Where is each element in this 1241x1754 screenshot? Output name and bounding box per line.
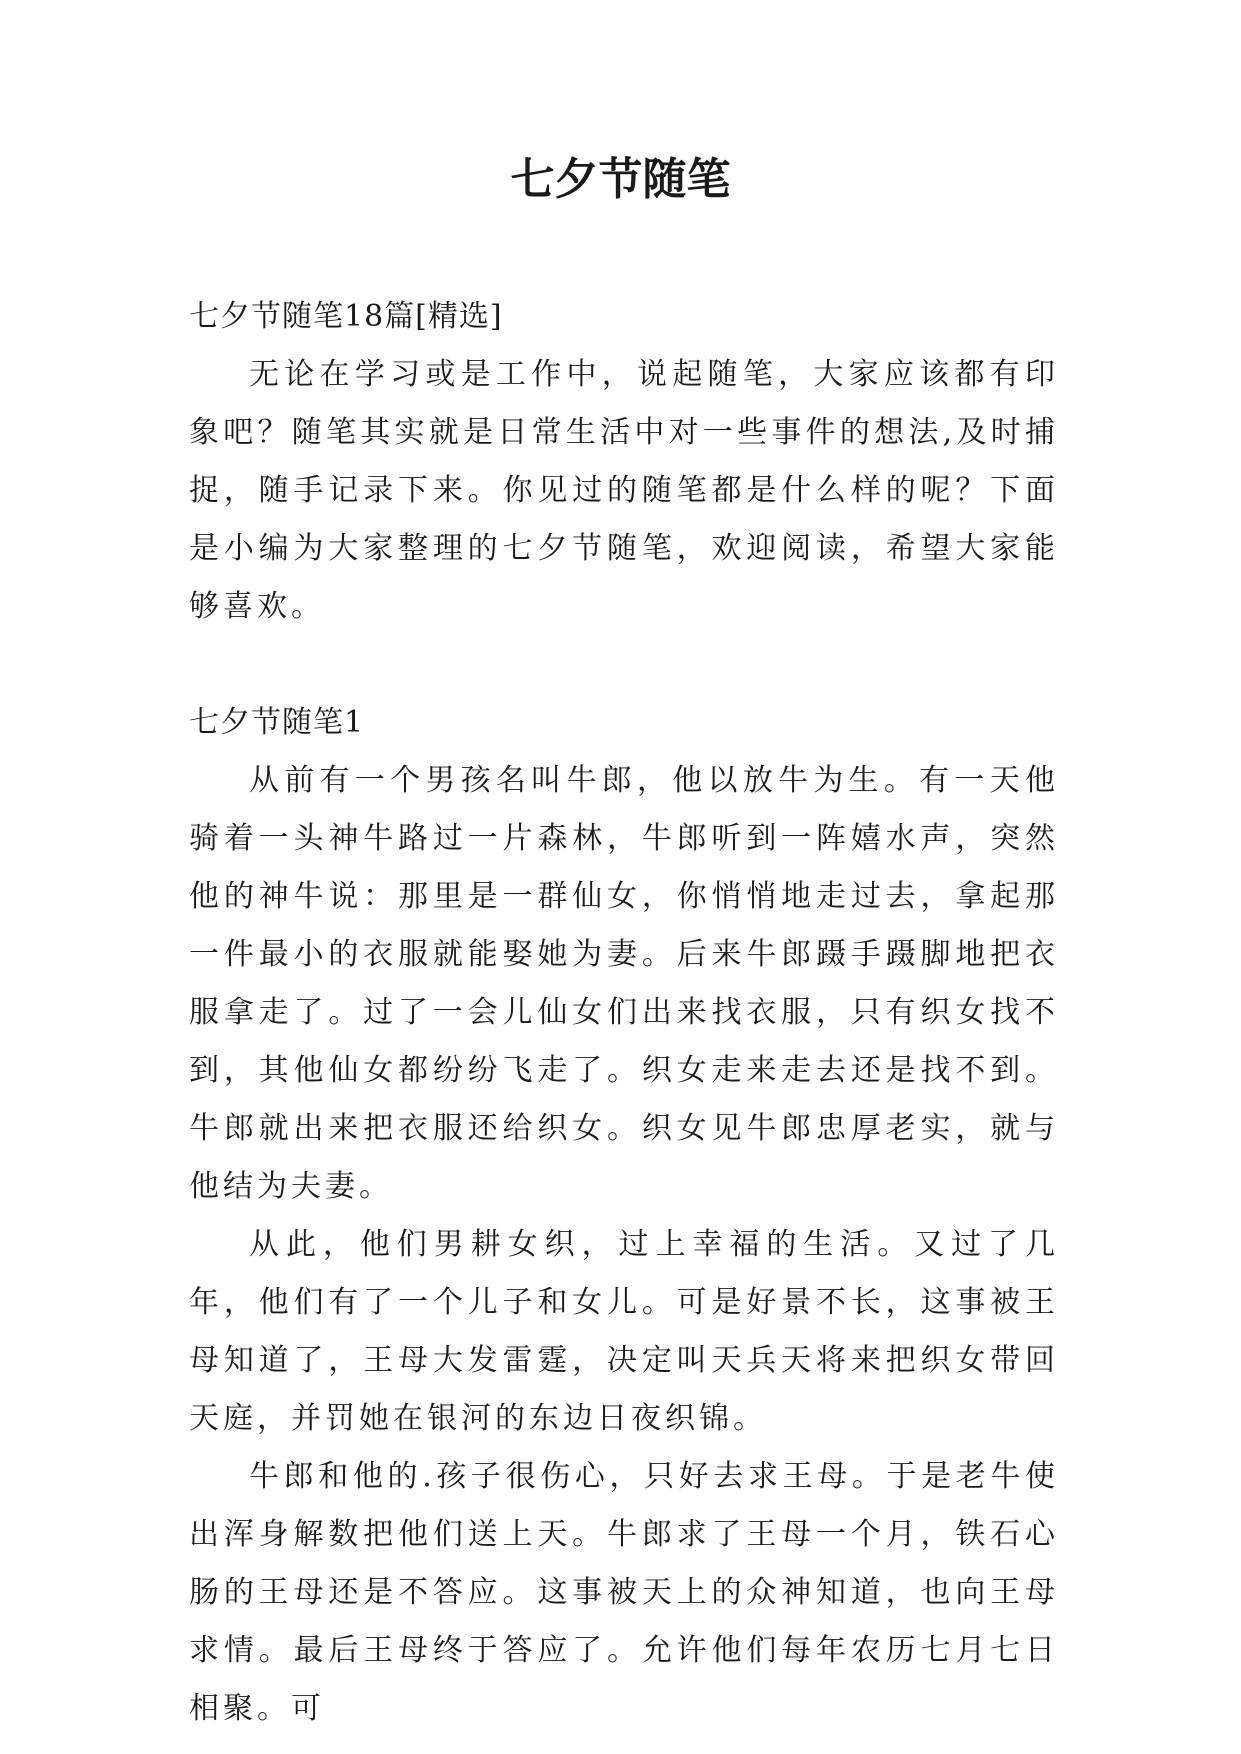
body-paragraph: 从前有一个男孩名叫牛郎，他以放牛为生。有一天他骑着一头神牛路过一片森林，牛郎听到一阵嬉水声，突然他的神牛说：那里是一群仙女，你悄悄地走过去，拿起那一件最小的衣服就能娶她为妻。后来牛郎蹑手蹑脚地把衣服拿走了。过了一会儿仙女们出来找衣服，只有织女找不到，其他仙女都纷纷飞走了。织女走来走去还是找不到。牛郎就出来把衣服还给织女。织女见牛郎忠厚老实，就与他结为夫妻。: [189, 763, 1059, 1204]
section-spacer: [189, 636, 1059, 694]
document-subtitle: 七夕节随笔18篇[精选]: [189, 299, 503, 334]
body-paragraph: 从此，他们男耕女织，过上幸福的生活。又过了几年，他们有了一个儿子和女儿。可是好景不长，这事被王母知道了，王母大发雷霆，决定叫天兵天将来把织女带回天庭，并罚她在银河的东边日夜织锦。: [189, 1227, 1059, 1436]
body-paragraph: 牛郎和他的.孩子很伤心，只好去求王母。于是老牛使出浑身解数把他们送上天。牛郎求了王母一个月，铁石心肠的王母还是不答应。这事被天上的众神知道，也向王母求情。最后王母终于答应了。允许他们每年农历七月七日相聚。可: [189, 1459, 1059, 1726]
section-heading: 七夕节随笔1: [189, 705, 365, 740]
document-title: 七夕节随笔: [510, 154, 731, 205]
intro-paragraph: 无论在学习或是工作中，说起随笔，大家应该都有印象吧？随笔其实就是日常生活中对一些事件的想法,及时捕捉，随手记录下来。你见过的随笔都是什么样的呢？下面是小编为大家整理的七夕节随笔，欢迎阅读，希望大家能够喜欢。: [189, 357, 1059, 624]
document-body: [189, 288, 1059, 1738]
